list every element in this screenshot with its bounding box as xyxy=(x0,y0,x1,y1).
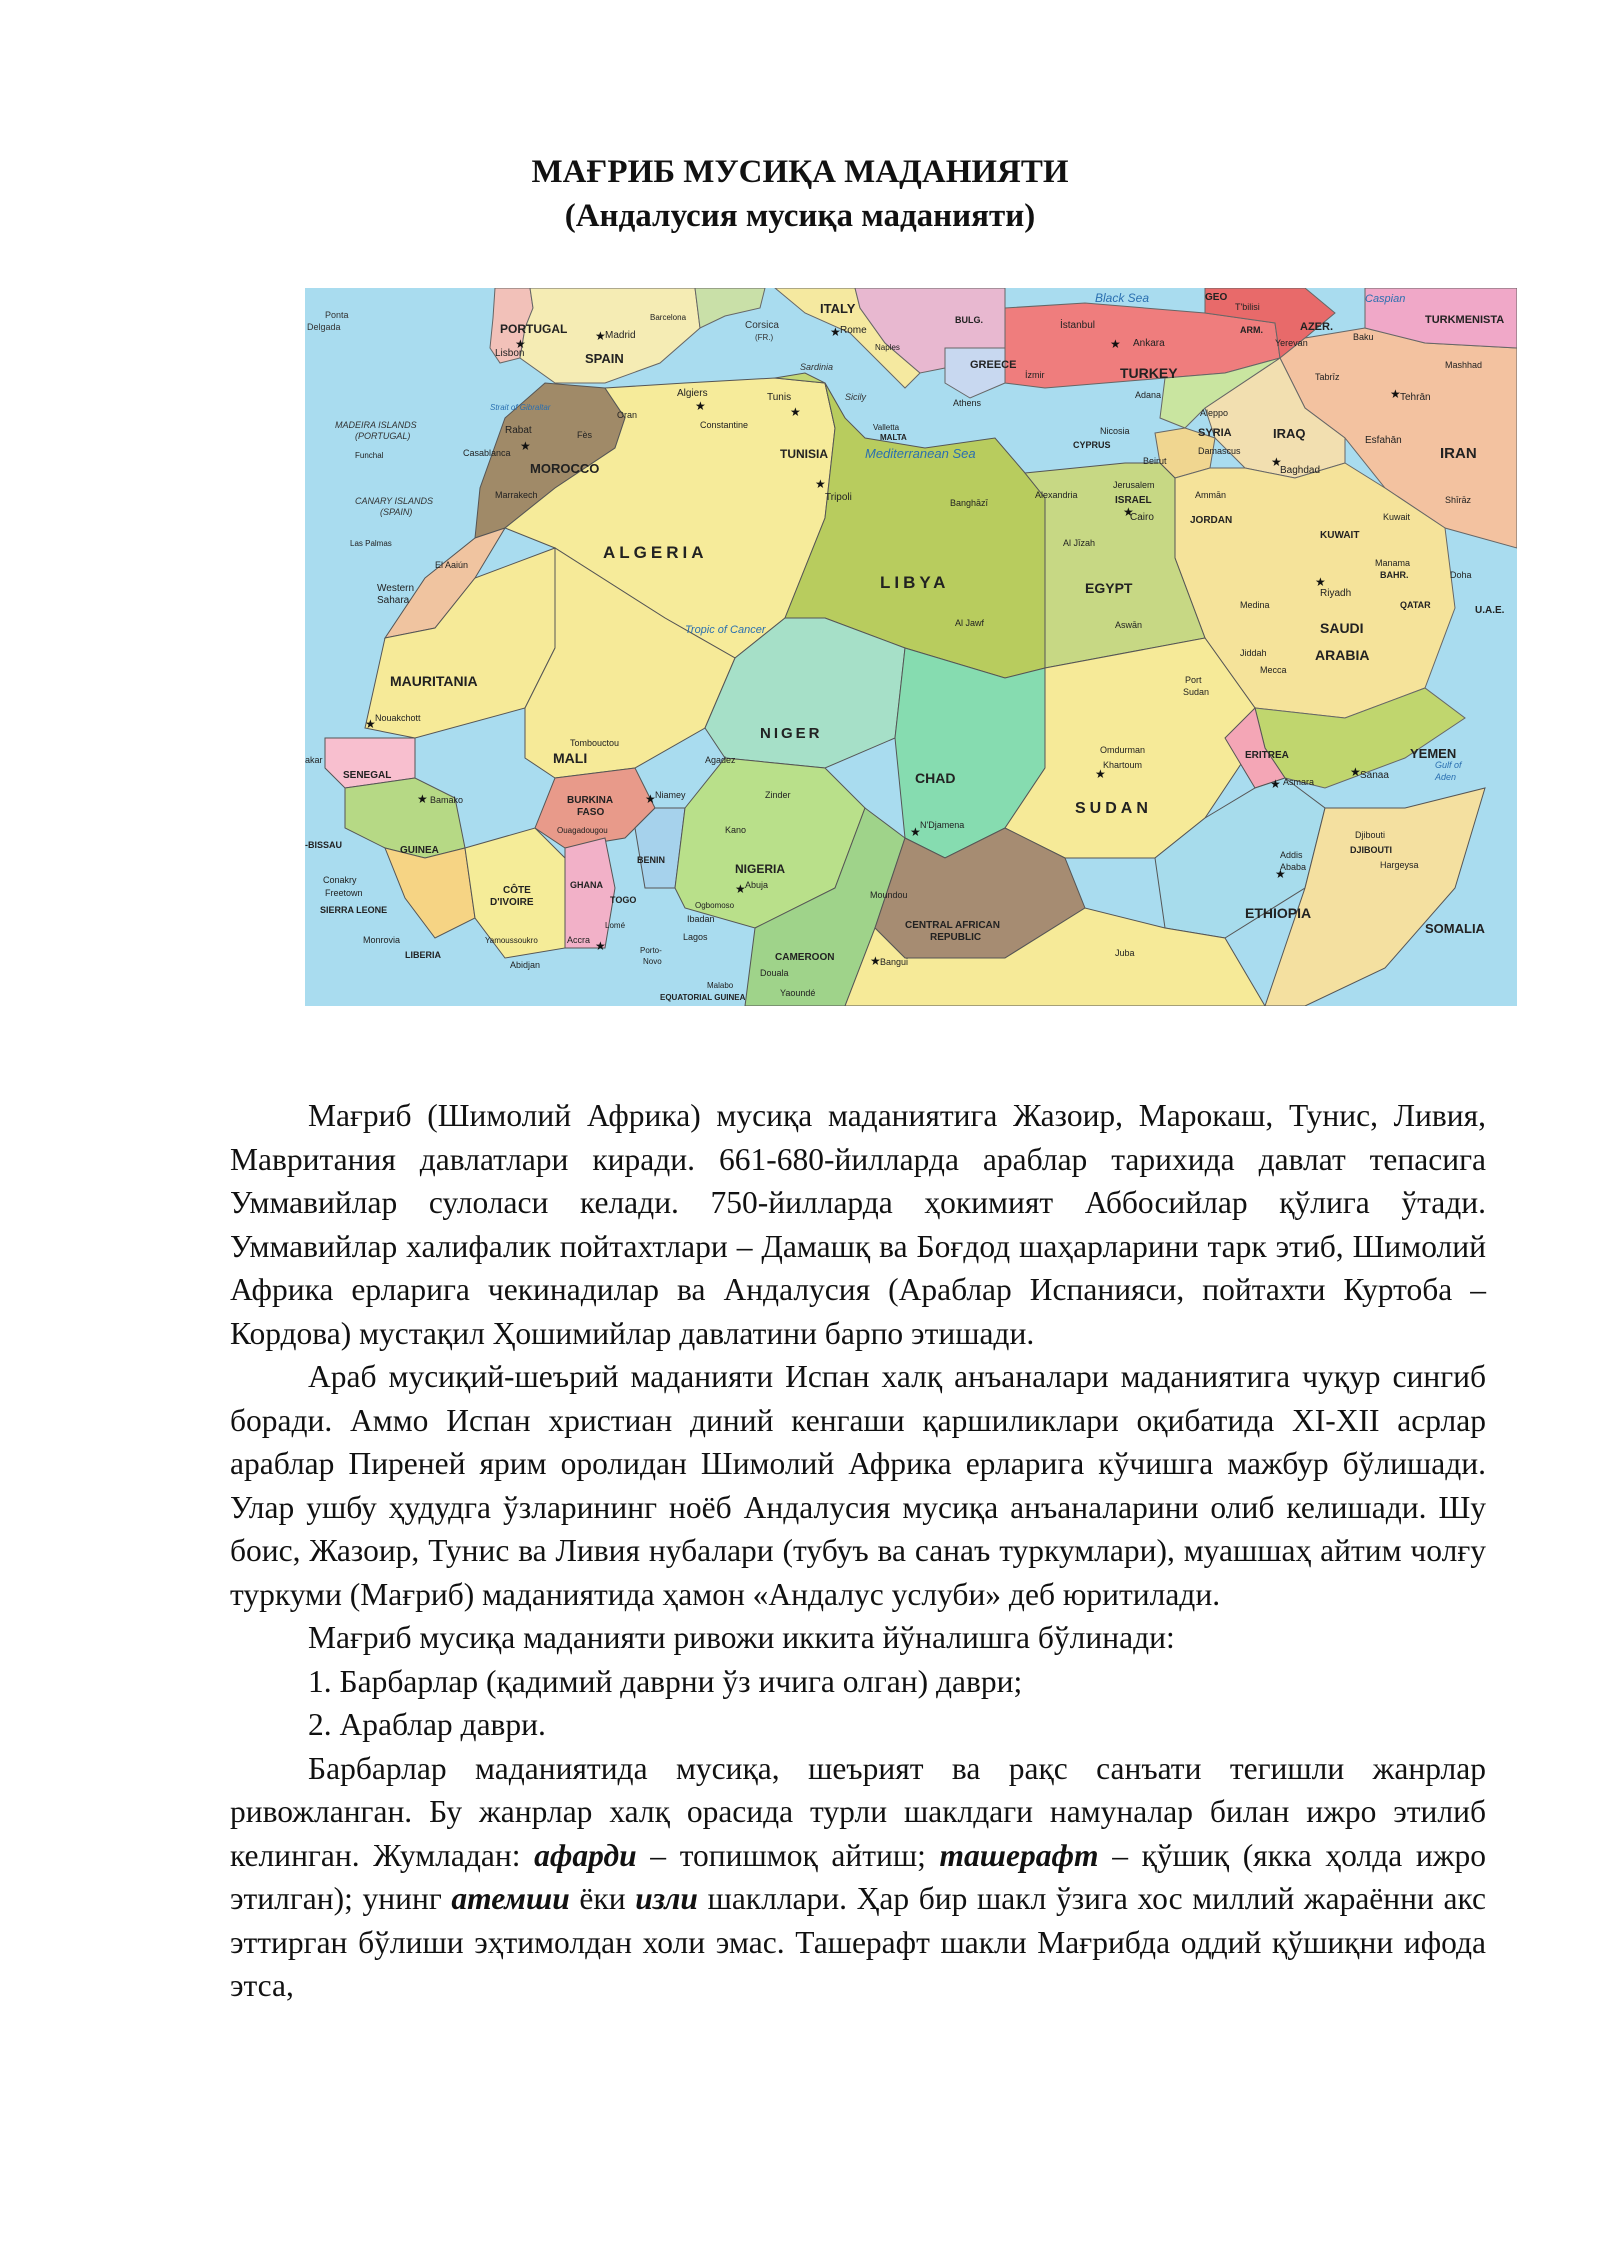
region-label-western-sahara-2: Sahara xyxy=(377,595,410,606)
city-fes: Fès xyxy=(577,430,593,440)
document-heading xyxy=(0,150,1600,238)
capital-star-icon: ★ xyxy=(1315,575,1326,589)
city-esfahan: Esfahān xyxy=(1365,435,1402,446)
country-label-cote-1: CÔTE xyxy=(503,885,531,896)
city-kano: Kano xyxy=(725,825,747,835)
city-addis: Addis xyxy=(1280,850,1303,860)
paragraph xyxy=(230,1747,1486,2008)
country-label-algeria: ALGERIA xyxy=(603,543,708,562)
city-lome: Lomé xyxy=(605,921,626,930)
city-constantine: Constantine xyxy=(700,420,749,430)
capital-star-icon: ★ xyxy=(695,399,706,413)
city-tombouctou: Tombouctou xyxy=(570,738,620,748)
country-label-iran: IRAN xyxy=(1440,445,1477,462)
country-label-bulg: BULG. xyxy=(955,315,983,325)
country-label-bahr: BAHR. xyxy=(1380,570,1409,580)
capital-star-icon: ★ xyxy=(1095,767,1106,781)
capital-star-icon: ★ xyxy=(1110,337,1121,351)
country-label-tunisia: TUNISIA xyxy=(780,447,828,461)
madeira-label-1: MADEIRA ISLANDS xyxy=(335,420,417,430)
country-label-spain: SPAIN xyxy=(585,351,624,366)
city-yamoussoukro: Yamoussoukro xyxy=(485,936,538,945)
capital-star-icon: ★ xyxy=(595,329,606,343)
country-label-azer: AZER. xyxy=(1300,321,1333,333)
paragraph: Араб мусиқий-шеърий маданияти Испан халқ анъаналари маданиятига чуқур сингиб боради. Аммо Испан христиан диний кенгаши қаршиликлари оқибатида XI-XII асрлар араблар Пиреней ярим оролидан Шимолий Африка ерларига кўчишга мажбур бўлишади. Улар ушбу ҳудудга ўзларининг ноёб Андалусия мусиқа анъаналарини олиб келишади. Шу боис, Жазоир, Тунис ва Ливия нубалари (тубуъ ва санаъ туркумлари), муашшаҳ айтим чолғу туркуми (Мағриб) маданиятида ҳамон «Андалус услуби» деб юритилади. xyxy=(230,1359,1486,1612)
country-label-malta: MALTA xyxy=(880,433,907,442)
capital-star-icon: ★ xyxy=(515,337,526,351)
city-port-sudan-1: Port xyxy=(1185,675,1202,685)
city-bamako: Bamako xyxy=(430,795,464,805)
city-aleppo: Aleppo xyxy=(1200,408,1229,418)
country-label-togo: TOGO xyxy=(610,895,637,905)
term-tasheraft: ташерафт xyxy=(939,1837,1099,1873)
city-ababa: Ababa xyxy=(1280,862,1307,872)
paragraph: Мағриб (Шимолий Африка) мусиқа маданиятига Жазоир, Марокаш, Тунис, Ливия, Мавритания давлатлари киради. 661-680-йилларда араблар тарихида давлат тепасига Уммавийлар сулоласи келади. 750-йилларда ҳокимият Аббосийлар қўлига ўтади. Уммавийлар халифалик пойтахтлари – Дамашқ ва Боғдод шаҳарларини тарк этиб, Шимолий Африка ерларига чекинадилар ва Андалусия (Араблар Испанияси, пойтахти Куртоба – Кордова) мустақил Ҳошимийлар давлатини барпо этишади. xyxy=(230,1098,1486,1351)
city-doha: Doha xyxy=(1450,570,1472,580)
city-al-jizah: Al Jīzah xyxy=(1063,538,1096,548)
country-label-iraq: IRAQ xyxy=(1273,426,1306,441)
city-accra: Accra xyxy=(567,935,591,945)
city-ibadan: Ibadan xyxy=(687,914,715,924)
city-cairo: Cairo xyxy=(1130,512,1154,523)
city-moundou: Moundou xyxy=(870,890,908,900)
city-abidjan: Abidjan xyxy=(510,960,541,970)
country-label-sudan: SUDAN xyxy=(1075,800,1152,817)
city-sanaa: Sanaa xyxy=(1360,770,1389,781)
city-nicosia: Nicosia xyxy=(1100,426,1130,436)
city-tehran: Tehrān xyxy=(1400,392,1431,403)
city-yaounde: Yaoundé xyxy=(780,988,816,998)
city-alexandria: Alexandria xyxy=(1035,490,1078,500)
region-label-western-sahara-1: Western xyxy=(377,583,415,594)
country-label-cote-2: D'IVOIRE xyxy=(490,897,534,908)
capital-star-icon: ★ xyxy=(520,439,531,453)
city-tunis: Tunis xyxy=(767,392,792,403)
city-ndjamena: N'Djamena xyxy=(920,820,965,830)
country-label-senegal: SENEGAL xyxy=(343,770,392,781)
country-label-burkina-1: BURKINA xyxy=(567,795,614,806)
text-run: шакллари. Ҳар бир шакл ўзига хос миллий жараённи акс эттирган бўлиши эҳтимолдан холи эмас. Ташерафт шакли Мағрибда оддий қўшиқни ифода этса, xyxy=(230,1881,1486,2003)
country-label-eq-guinea: EQUATORIAL GUINEA xyxy=(660,993,746,1002)
corsica-label: Corsica xyxy=(745,320,779,331)
city-el-aaiun: El Aaiún xyxy=(435,560,469,570)
strait-label: Strait of Gibraltar xyxy=(490,403,551,412)
term-afardi: афарди xyxy=(534,1837,637,1873)
city-tbilisi: T'bilisi xyxy=(1235,302,1260,312)
city-abuja: Abuja xyxy=(745,880,769,890)
canary-label-2: (SPAIN) xyxy=(380,507,413,517)
country-label-ghana: GHANA xyxy=(570,880,603,890)
city-al-jawf: Al Jawf xyxy=(955,618,985,628)
country-label-somalia: SOMALIA xyxy=(1425,921,1485,936)
term-atemshi: атемши xyxy=(451,1881,570,1916)
city-hargeysa: Hargeysa xyxy=(1380,860,1419,870)
country-label-geo: GEO xyxy=(1205,292,1228,303)
city-damascus: Damascus xyxy=(1198,446,1241,456)
city-medina: Medina xyxy=(1240,600,1270,610)
capital-star-icon: ★ xyxy=(645,792,656,806)
country-label-guinea: GUINEA xyxy=(400,845,439,856)
capital-star-icon: ★ xyxy=(1271,455,1282,469)
country-label-turkmenistan: TURKMENISTA xyxy=(1425,314,1505,326)
city-amman: Ammān xyxy=(1195,490,1227,500)
city-jiddah: Jiddah xyxy=(1240,648,1267,658)
city-porto-novo-2: Novo xyxy=(643,957,662,966)
country-label-cyprus: CYPRUS xyxy=(1073,440,1111,450)
city-agadez: Agadez xyxy=(705,755,736,765)
city-yerevan: Yerevan xyxy=(1275,338,1308,348)
city-bangui: Bangui xyxy=(880,957,909,967)
sicily-label: Sicily xyxy=(845,392,867,402)
page-title: МАҒРИБ МУСИҚА МАДАНИЯТИ xyxy=(531,154,1069,190)
article-body xyxy=(230,1094,1486,2008)
capital-star-icon: ★ xyxy=(1275,867,1286,881)
text-run: – қўшиқ (якка ҳолда ижро этилган); унинг xyxy=(230,1837,1487,1916)
city-lisbon: Lisbon xyxy=(495,348,525,359)
city-istanbul: İstanbul xyxy=(1060,320,1096,331)
city-ankara: Ankara xyxy=(1133,338,1165,349)
capital-star-icon: ★ xyxy=(365,717,376,731)
city-mecca: Mecca xyxy=(1260,665,1287,675)
text-run: ёки xyxy=(569,1881,636,1916)
sea-label-black: Black Sea xyxy=(1095,291,1150,305)
city-asmara: Asmara xyxy=(1283,777,1315,787)
sardinia-label: Sardinia xyxy=(800,362,834,372)
capital-star-icon: ★ xyxy=(790,405,801,419)
country-label-chad: CHAD xyxy=(915,770,956,786)
city-marrakech: Marrakech xyxy=(495,490,538,500)
city-beirut: Beirut xyxy=(1143,456,1167,466)
text-run: – топишмоқ айтиш; xyxy=(636,1837,940,1873)
city-niamey: Niamey xyxy=(655,790,686,800)
city-baku: Baku xyxy=(1353,332,1374,342)
city-madrid: Madrid xyxy=(605,330,636,341)
text-run: Барбарлар маданиятида мусиқа, шеърият ва рақс санъати тегишли жанрлар ривожланган. Бу жанрлар халқ орасида турли шаклдаги намуналар билан ижро этилиб келинган. Жумладан: xyxy=(230,1750,1486,1873)
city-khartoum: Khartoum xyxy=(1103,760,1143,770)
city-valletta: Valletta xyxy=(873,423,900,432)
country-label-morocco: MOROCCO xyxy=(530,461,600,476)
city-monrovia: Monrovia xyxy=(363,935,401,945)
country-label-bissau: -BISSAU xyxy=(305,840,343,850)
political-map-north-africa xyxy=(305,288,1517,1006)
capital-star-icon: ★ xyxy=(417,792,428,806)
gulf-aden-label-1: Gulf of xyxy=(1435,760,1462,770)
azores-label-1: Ponta xyxy=(325,310,349,320)
city-mashhad: Mashhad xyxy=(1445,360,1483,370)
city-las-palmas: Las Palmas xyxy=(350,539,392,548)
city-adana: Adana xyxy=(1135,390,1162,400)
city-shiraz: Shīrāz xyxy=(1445,495,1472,505)
capital-star-icon: ★ xyxy=(1123,505,1134,519)
country-label-jordan: JORDAN xyxy=(1190,515,1233,526)
tropic-label: Tropic of Cancer xyxy=(685,624,766,636)
city-tabriz: Tabrīz xyxy=(1315,372,1340,382)
country-label-uae: U.A.E. xyxy=(1475,605,1505,616)
capital-star-icon: ★ xyxy=(595,939,606,953)
city-rabat: Rabat xyxy=(505,425,532,436)
country-label-burkina-2: FASO xyxy=(577,807,605,818)
country-label-sierra-leone: SIERRA LEONE xyxy=(320,905,388,915)
city-izmir: İzmir xyxy=(1025,370,1045,380)
country-label-arm: ARM. xyxy=(1240,325,1263,335)
country-label-libya: LIBYA xyxy=(880,573,950,592)
capital-star-icon: ★ xyxy=(1390,387,1401,401)
country-label-ethiopia: ETHIOPIA xyxy=(1245,905,1312,921)
country-label-portugal: PORTUGAL xyxy=(500,322,568,336)
country-label-benin: BENIN xyxy=(637,855,666,865)
city-lagos: Lagos xyxy=(683,932,708,942)
capital-star-icon: ★ xyxy=(1350,765,1361,779)
page-subtitle: (Андалусия мусиқа маданияти) xyxy=(564,198,1036,234)
capital-star-icon: ★ xyxy=(910,825,921,839)
city-zinder: Zinder xyxy=(765,790,791,800)
city-nouakchott: Nouakchott xyxy=(375,713,421,723)
sea-label-mediterranean: Mediterranean Sea xyxy=(865,446,976,461)
list-item: 1. Барбарлар (қадимий даврни ўз ичига олган) даври; xyxy=(308,1663,1023,1699)
city-casablanca: Casablanca xyxy=(463,448,511,458)
list-item: 2. Араблар даври. xyxy=(308,1707,546,1742)
greece-region xyxy=(945,348,1005,398)
capital-star-icon: ★ xyxy=(870,954,881,968)
country-label-mali: MALI xyxy=(553,750,588,766)
country-label-israel: ISRAEL xyxy=(1115,495,1152,506)
country-label-liberia: LIBERIA xyxy=(405,950,441,960)
country-label-mauritania: MAURITANIA xyxy=(390,673,478,689)
country-label-eritrea: ERITREA xyxy=(1245,750,1289,761)
country-label-egypt: EGYPT xyxy=(1085,580,1133,596)
city-aswan: Aswān xyxy=(1115,620,1143,630)
city-dakar: akar xyxy=(305,755,323,765)
city-ouagadougou: Ouagadougou xyxy=(557,826,608,835)
city-omdurman: Omdurman xyxy=(1100,745,1146,755)
ghana-region xyxy=(565,838,615,948)
city-juba: Juba xyxy=(1115,948,1135,958)
city-barcelona: Barcelona xyxy=(650,313,687,322)
city-algiers: Algiers xyxy=(677,388,708,399)
city-riyadh: Riyadh xyxy=(1320,588,1352,599)
country-label-niger: NIGER xyxy=(760,725,823,742)
country-label-saudi: SAUDI xyxy=(1320,620,1364,636)
corsica-fr-label: (FR.) xyxy=(755,333,774,342)
city-freetown: Freetown xyxy=(325,888,363,898)
city-oran: Oran xyxy=(617,410,638,420)
sierra-liberia-region xyxy=(385,848,475,938)
country-label-syria: SYRIA xyxy=(1198,427,1232,439)
city-douala: Douala xyxy=(760,968,789,978)
capital-star-icon: ★ xyxy=(735,882,746,896)
gulf-aden-label-2: Aden xyxy=(1435,772,1457,782)
city-baghdad: Baghdad xyxy=(1280,465,1321,476)
city-ogbomoso: Ogbomoso xyxy=(695,901,735,910)
country-label-qatar: QATAR xyxy=(1400,600,1431,610)
city-malabo: Malabo xyxy=(707,981,734,990)
country-label-djibouti: DJIBOUTI xyxy=(1350,845,1393,855)
country-label-arabia: ARABIA xyxy=(1315,647,1370,663)
country-label-car-1: CENTRAL AFRICAN xyxy=(905,920,1000,931)
country-label-italy: ITALY xyxy=(820,301,856,316)
city-rome: Rome xyxy=(840,325,867,336)
city-port-sudan-2: Sudan xyxy=(1183,687,1210,697)
country-label-kuwait: KUWAIT xyxy=(1320,530,1360,541)
country-label-car-2: REPUBLIC xyxy=(930,932,982,943)
city-naples: Naples xyxy=(875,343,900,352)
country-label-greece: GREECE xyxy=(970,359,1017,371)
sea-label-caspian: Caspian xyxy=(1365,293,1406,305)
capital-star-icon: ★ xyxy=(815,477,826,491)
capital-star-icon: ★ xyxy=(830,325,841,339)
city-tripoli: Tripoli xyxy=(825,492,852,503)
country-label-turkey: TURKEY xyxy=(1120,365,1178,381)
city-funchal: Funchal xyxy=(355,451,384,460)
country-label-nigeria: NIGERIA xyxy=(735,862,786,876)
city-djibouti: Djibouti xyxy=(1355,830,1386,840)
city-kuwait: Kuwait xyxy=(1383,512,1411,522)
city-manama: Manama xyxy=(1375,558,1411,568)
paragraph: Мағриб мусиқа маданияти ривожи иккита йўналишга бўлинади: xyxy=(308,1620,1175,1655)
azores-label-2: Delgada xyxy=(307,322,341,332)
map-svg xyxy=(305,288,1517,1006)
country-label-cameroon: CAMEROON xyxy=(775,952,835,963)
city-conakry: Conakry xyxy=(323,875,357,885)
term-izli: изли xyxy=(635,1881,698,1916)
city-banghazi: Banghāzī xyxy=(950,498,989,508)
madeira-label-2: (PORTUGAL) xyxy=(355,431,411,441)
canary-label-1: CANARY ISLANDS xyxy=(355,496,434,506)
city-jerusalem: Jerusalem xyxy=(1113,480,1155,490)
capital-star-icon: ★ xyxy=(1270,777,1281,791)
country-label-yemen: YEMEN xyxy=(1410,746,1457,761)
city-athens: Athens xyxy=(953,398,982,408)
city-porto-novo-1: Porto- xyxy=(640,946,662,955)
